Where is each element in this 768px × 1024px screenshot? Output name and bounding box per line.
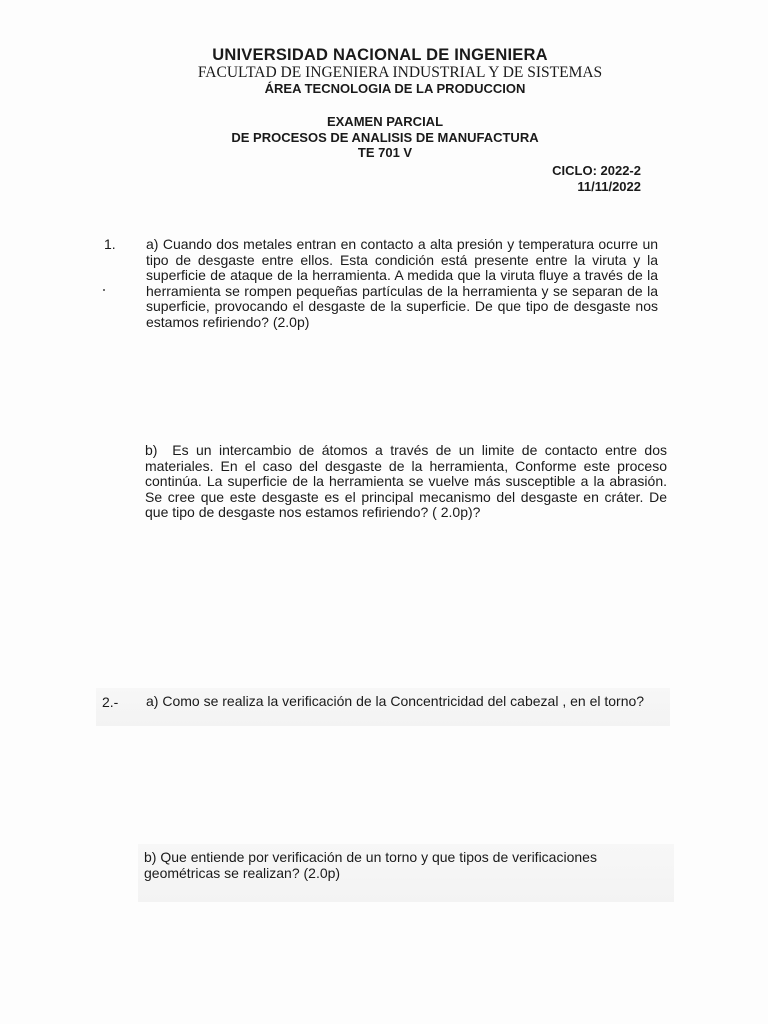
area-name: ÁREA TECNOLOGIA DE LA PRODUCCION xyxy=(264,81,526,96)
question-1b-label: b) xyxy=(145,442,158,458)
question-1b-text: Es un intercambio de átomos a través de un limite de contacto entre dos materiales. En el caso del desgaste de la herramienta, Conforme este proceso continúa. La superficie de la herramienta se vuelve más susceptible a la abrasión. Se cree que este desgaste es el principal mecanismo del desgaste en cráter. De que tipo de desgaste nos estamos refiriendo? ( 2.0p)? xyxy=(145,442,667,521)
cycle-info xyxy=(500,163,641,195)
question-2b-text: Que entiende por verificación de un torno y que tipos de verificaciones geométricas se realizan? (2.0p) xyxy=(144,849,597,881)
faculty-name: FACULTAD DE INGENIERA INDUSTRIAL Y DE SISTEMAS xyxy=(197,64,603,81)
question-1a-label: a) xyxy=(146,236,159,252)
question-2b xyxy=(144,850,666,881)
question-2a-text: Como se realiza la verificación de la Concentricidad del cabezal , en el torno? xyxy=(162,693,645,709)
exam-title-line-1: EXAMEN PARCIAL xyxy=(326,114,444,129)
exam-date: 11/11/2022 xyxy=(577,179,641,194)
question-1a-text: Cuando dos metales entran en contacto a alta presión y temperatura ocurre un tipo de desgaste entre ellos. Esta condición está presente entre la viruta y la superficie de ataque de la herramienta. A medida que la viruta fluye a través de la herramienta se rompen pequeñas partículas de la herramienta y se separan de la superficie, provocando el desgaste de la superficie. De que tipo de desgaste nos estamos refiriendo? (2.0p) xyxy=(146,236,659,330)
exam-title-line-2: DE PROCESOS DE ANALISIS DE MANUFACTURA xyxy=(231,129,539,145)
question-1b xyxy=(145,443,667,521)
question-2a xyxy=(146,694,666,710)
exam-title xyxy=(130,114,640,161)
stray-mark xyxy=(103,289,105,291)
university-name: UNIVERSIDAD NACIONAL DE INGENIERA xyxy=(212,46,548,64)
question-2b-label: b) xyxy=(144,849,157,865)
cycle-label: CICLO: 2022-2 xyxy=(552,163,641,178)
question-1-number: 1. xyxy=(104,236,116,252)
question-1a xyxy=(146,237,658,331)
question-2a-label: a) xyxy=(146,693,159,709)
question-2-number: 2.- xyxy=(102,694,119,710)
exam-title-line-3: TE 701 V xyxy=(357,145,413,160)
